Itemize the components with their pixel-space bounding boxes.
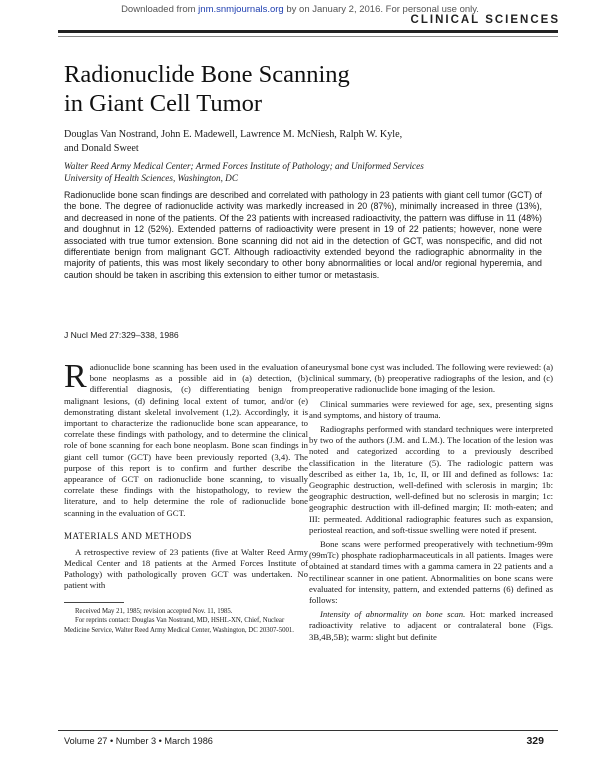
right-paragraph-5	[309, 609, 553, 643]
intensity-label: Intensity of abnormality on bone scan.	[320, 609, 466, 620]
affiliation	[64, 160, 544, 184]
download-suffix: by on January 2, 2016. For personal use only.	[283, 4, 479, 15]
article-title	[64, 60, 544, 118]
abstract: Radionuclide bone scan findings are described and correlated with pathology in 23 patients with giant cell tumor (GCT) of the bone. The degree of radionuclide activity was markedly increased in 20 (87%), minimally increased in three (13%), and decreased in none of the patients. Of the 23 patients with increased radioactivity, the pattern was diffuse in 11 (48%) and doughnut in 12 (52%). Extended patterns of radioactivity were present in 19 of 22 patients; however, none were associated with true tumor extension. Bone scanning did not aid in the detection of GCT, was nonspecific, and did not differentiate benign from malignant GCT. Although radioactivity extended beyond the radiographic abnormality in the majority of patients, this was most likely secondary to other bony abnormalities or local and/or regional hyperemia, and caution should be taken in ascribing this extension to either tumor or metastasis.	[64, 190, 542, 280]
right-paragraph-4: Bone scans were performed preoperatively with technetium-99m (99mTc) phosphate radiopharmaceuticals in all patients. Images were obtained at standard times with a gamma camera in 22 patients and a rectilinear scanner in one patient. Abnormalities on bone scans were evaluated for intensity, pattern, and extended patterns (6) defined as follows:	[309, 539, 553, 606]
header-rule	[58, 30, 558, 33]
authors	[64, 128, 544, 155]
affiliation-line-2: University of Health Sciences, Washington, DC	[64, 173, 238, 183]
header-rule-thin	[58, 36, 558, 37]
title-line-2: in Giant Cell Tumor	[64, 90, 263, 117]
authors-line-2: and Donald Sweet	[64, 142, 139, 154]
footnote-received: Received May 21, 1985; revision accepted Nov. 11, 1985.	[75, 607, 233, 615]
intensity-text: Hot: marked increased radioactivity relative to adjacent or contralateral bone (Figs. 3B,4B,5B); warm: slight but definite	[309, 609, 553, 642]
body-left-column	[64, 358, 308, 635]
journal-issue: Volume 27 • Number 3 • March 1986	[64, 736, 213, 746]
citation: J Nucl Med 27:329–338, 1986	[64, 330, 179, 340]
footer-rule	[58, 730, 558, 731]
methods-paragraph: A retrospective review of 23 patients (five at Walter Reed Army Medical Center and 18 patients at the Armed Forces Institute of Pathology) with pathologically proven GCT was undertaken. No patient with	[64, 546, 308, 591]
affiliation-line-1: Walter Reed Army Medical Center; Armed Forces Institute of Pathology; and Uniformed Services	[64, 161, 424, 171]
section-heading-methods: MATERIALS AND METHODS	[64, 530, 193, 541]
right-paragraph-2: Clinical summaries were reviewed for age, sex, presenting signs and symptoms, and history of trauma.	[309, 398, 553, 420]
page-number: 329	[526, 735, 544, 747]
title-line-1: Radionuclide Bone Scanning	[64, 61, 350, 88]
section-label: CLINICAL SCIENCES	[410, 14, 560, 26]
footnote-reprints: For reprints contact: Douglas Van Nostrand, MD, HSHL-XN, Chief, Nuclear Medicine Service, Walter Reed Army Medical Center, Washington, DC 20307-5001.	[64, 617, 294, 634]
authors-line-1: Douglas Van Nostrand, John E. Madewell, Lawrence M. McNiesh, Ralph W. Kyle,	[64, 129, 403, 140]
footnote-rule	[64, 602, 124, 603]
download-prefix: Downloaded from	[121, 4, 199, 15]
journal-site-link[interactable]: jnm.snmjournals.org	[198, 4, 284, 15]
body-right-column	[309, 362, 553, 646]
intro-paragraph: Radionuclide bone scanning has been used in the evaluation of bone neoplasms as a possible aid in (a) detection, (b) differential diagnosis, (c) differentiating benign from malignant lesions, (d) defining local extent of tumor, and/or (e) demonstrating distant skeletal involvement (1,2). Accordingly, it is important to characterize the radionuclide bone scan appearance, to correlate these findings with pathology, and to determine the clinical role of bone scanning for each bone neoplasm. Bone scan findings in giant cell tumor (GCT) have been previously reported (3,4). The purpose of this report is to confirm and further describe the appearance of GCT on radionuclide bone scanning, to visually correlate these findings with the histopathology, to review the literature, and to help determine the role of radionuclide bone scanning in the evaluation of GCT.	[64, 358, 308, 518]
right-paragraph-3: Radiographs performed with standard techniques were interpreted by two of the authors (J.M. and L.M.). The location of the lesion was noted and categorized according to a previously described classification in the literature (5). The radiologic pattern was described as either 1a, 1b, 1c, II, or III and defined as follows: 1a: Geographic destruction, well-defined with sclerosis in margin; 1b: geographic destruction, well-defined but no sclerosis in margin; 1c: geographic destruction with ill-defined margin; II: moth-eaten; and III: permeated. Additional radiographic features such as expansion, periosteal reaction, and soft-tissue swelling were noted if present.	[309, 424, 553, 535]
right-paragraph-1: aneurysmal bone cyst was included. The following were reviewed: (a) clinical summary, (b) preoperative radiographs of the lesion, and (c) preoperative radionuclide bone imaging of the lesion.	[309, 362, 553, 395]
